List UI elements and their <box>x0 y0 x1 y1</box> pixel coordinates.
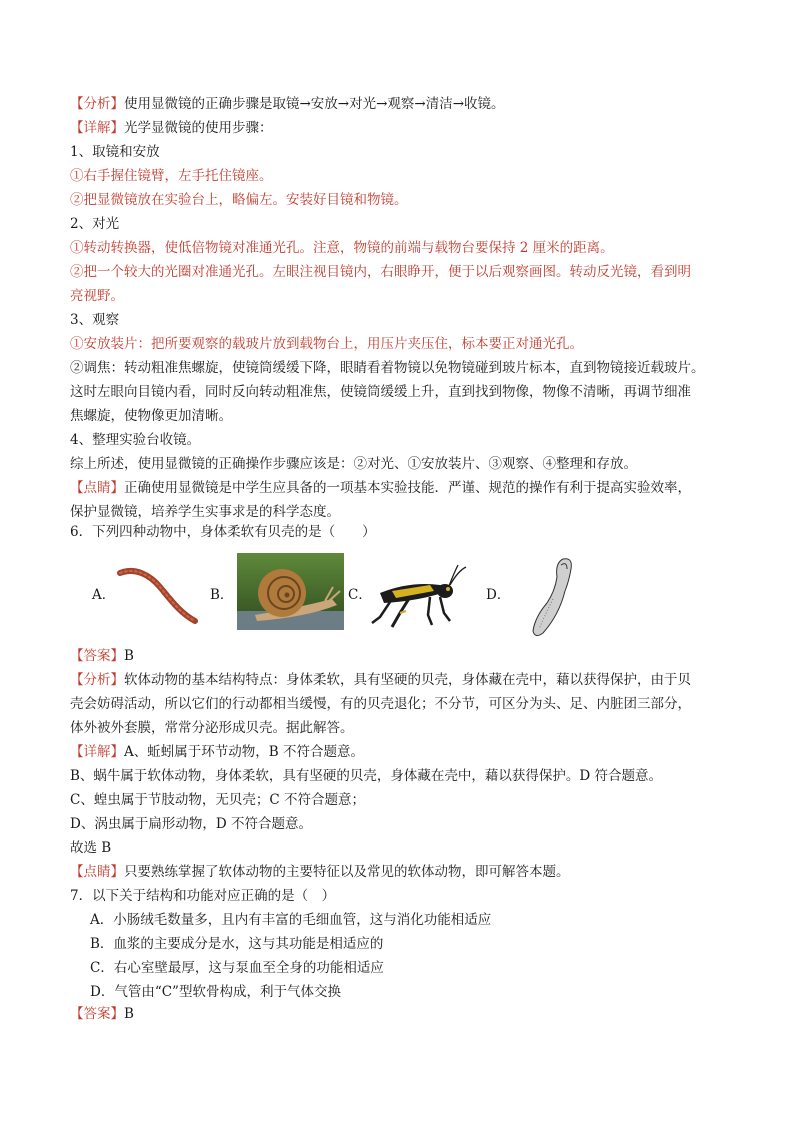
step-heading: 3、观察 <box>70 312 120 328</box>
question-7: 7．以下关于结构和功能对应正确的是（ ） <box>70 888 336 904</box>
step-heading: 4、整理实验台收镜。 <box>70 432 201 448</box>
snail-image <box>237 553 344 630</box>
answer-6 <box>70 644 730 668</box>
option-c-label: C． <box>348 587 372 603</box>
step-item: 这时左眼向目镜内看，同时反向转动粗准焦，使镜筒缓缓上升，直到找到物像，物像不清晰，再调节细准 <box>70 384 691 400</box>
analysis-6 <box>70 668 730 692</box>
detail-6 <box>70 740 730 764</box>
step-item: ①右手握住镜臂，左手托住镜座。 <box>70 168 273 184</box>
answer-value: B <box>124 1006 134 1022</box>
answer-7 <box>70 1002 730 1026</box>
question-6-options <box>70 553 730 643</box>
analysis-tag: 【分析】 <box>70 96 124 112</box>
step-item: ②调焦：转动粗准焦螺旋，使镜筒缓缓下降，眼睛看着物镜以免物镜碰到玻片标本，直到物镜接近载玻片。 <box>70 360 705 376</box>
detail-tag: 【详解】 <box>70 120 124 136</box>
analysis-6-cont: 体外被外套膜，常常分泌形成贝壳。据此解答。 <box>70 720 354 736</box>
comment-6 <box>70 860 730 884</box>
flatworm-image <box>525 555 595 641</box>
analysis-6-cont: 壳会妨碍活动，所以它们的行动都相当缓慢，有的贝壳退化；不分节，可区分为头、足、内脏团三部分， <box>70 696 691 712</box>
question-7-option-a: A．小肠绒毛数量多，且内有丰富的毛细血管，这与消化功能相适应 <box>90 912 492 928</box>
detail-line <box>70 116 730 140</box>
option-b-label: B． <box>210 587 234 603</box>
option-a-label: A． <box>92 587 116 603</box>
step-item: 焦螺旋，使物像更加清晰。 <box>70 408 232 424</box>
detail-6-item: D、涡虫属于扁形动物，D 不符合题意。 <box>70 816 312 832</box>
step-item: ②把一个较大的光圈对准通光孔。左眼注视目镜内，右眼睁开，便于以后观察画图。转动反光镜，看到明 <box>70 264 691 280</box>
option-d-label: D． <box>486 587 511 603</box>
question-6: 6．下列四种动物中，身体柔软有贝壳的是（ ） <box>70 524 376 540</box>
step-heading: 2、对光 <box>70 216 120 232</box>
analysis-text: 软体动物的基本结构特点：身体柔软，具有坚硬的贝壳，身体藏在壳中，藉以获得保护，由于贝 <box>124 672 691 688</box>
step-item: ①转动转换器，使低倍物镜对准通光孔。注意，物镜的前端与载物台要保持 2 厘米的距离。 <box>70 240 614 256</box>
detail-6-choice: 故选 B <box>70 840 112 856</box>
detail-6-item: C、蝗虫属于节肢动物，无贝壳；C 不符合题意； <box>70 792 365 808</box>
comment-line: 保护显微镜，培养学生实事求是的科学态度。 <box>70 504 340 520</box>
answer-value: B <box>124 648 134 664</box>
comment-text: 正确使用显微镜是中学生应具备的一项基本实验技能．严谨、规范的操作有利于提高实验效率， <box>124 480 691 496</box>
comment-line <box>70 476 730 500</box>
detail-6-item: B、蜗牛属于软体动物，身体柔软，具有坚硬的贝壳，身体藏在壳中，藉以获得保护。D 符合题意。 <box>70 768 663 784</box>
comment-tag: 【点睛】 <box>70 480 124 496</box>
analysis-line <box>70 92 730 116</box>
answer-tag: 【答案】 <box>70 648 124 664</box>
analysis-tag: 【分析】 <box>70 672 124 688</box>
detail-text: 光学显微镜的使用步骤： <box>124 120 273 136</box>
step-item: ①安放装片：把所要观察的载玻片放到载物台上，用压片夹压住，标本要正对通光孔。 <box>70 336 583 352</box>
question-7-option-b: B．血浆的主要成分是水，这与其功能是相适应的 <box>90 936 384 952</box>
step-item: 亮视野。 <box>70 288 124 304</box>
step-heading: 1、取镜和安放 <box>70 144 160 160</box>
analysis-text: 使用显微镜的正确步骤是取镜→安放→对光→观察→清洁→收镜。 <box>124 96 505 112</box>
comment-tag: 【点睛】 <box>70 864 124 880</box>
step-item: ②把显微镜放在实验台上，略偏左。安装好目镜和物镜。 <box>70 192 408 208</box>
question-7-option-d: D．气管由“C”型软骨构成，利于气体交换 <box>90 984 341 1000</box>
grasshopper-image <box>370 561 470 631</box>
detail-text: A、蚯蚓属于环节动物，B 不符合题意。 <box>124 744 364 760</box>
question-7-option-c: C．右心室壁最厚，这与泵血至全身的功能相适应 <box>90 960 384 976</box>
summary-line: 综上所述，使用显微镜的正确操作步骤应该是：②对光、①安放装片、③观察、④整理和存放。 <box>70 456 637 472</box>
comment-text: 只要熟练掌握了软体动物的主要特征以及常见的软体动物，即可解答本题。 <box>124 864 570 880</box>
detail-tag: 【详解】 <box>70 744 124 760</box>
earthworm-image <box>115 565 200 625</box>
answer-tag: 【答案】 <box>70 1006 124 1022</box>
